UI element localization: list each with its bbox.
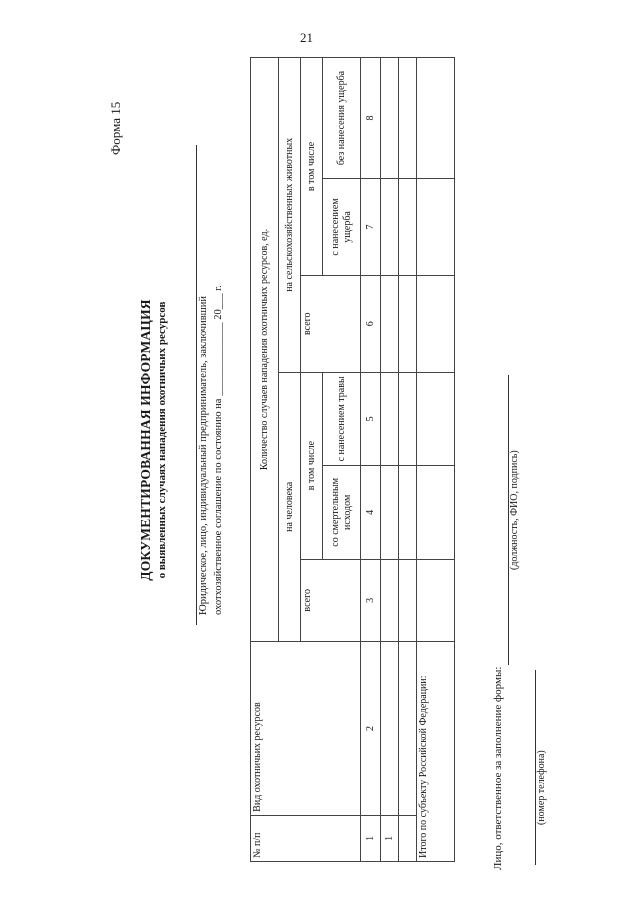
form-label: Форма 15 bbox=[108, 101, 123, 155]
header-species: Вид охотничьих ресурсов bbox=[251, 642, 361, 816]
responsible-person-label: Лицо, ответственное за заполнение формы: bbox=[492, 666, 504, 870]
col-number-6: 6 bbox=[361, 275, 381, 372]
table-cell bbox=[399, 642, 417, 816]
header-injury: с нанесением травы bbox=[323, 372, 361, 465]
entity-underline bbox=[196, 145, 197, 625]
table-row bbox=[381, 58, 399, 862]
table-cell bbox=[417, 58, 455, 179]
header-no: № п/п bbox=[251, 815, 361, 861]
table-row bbox=[417, 58, 455, 862]
signature-hint: (должность, ФИО, подпись) bbox=[509, 450, 520, 570]
header-human: на человека bbox=[279, 372, 301, 641]
col-number-8: 8 bbox=[361, 58, 381, 179]
document-title: ДОКУМЕНТИРОВАННАЯ ИНФОРМАЦИЯ bbox=[138, 299, 153, 581]
col-number-1: 1 bbox=[361, 815, 381, 861]
table-row bbox=[399, 58, 417, 862]
entity-line-1: Юридическое, лицо, индивидуальный предприниматель, заключивший bbox=[198, 296, 209, 615]
phone-hint: (номер телефона) bbox=[536, 750, 547, 825]
table-cell bbox=[381, 58, 399, 179]
header-fatal: со смертельным исходом bbox=[323, 466, 361, 559]
table-row bbox=[361, 58, 381, 862]
table-cell bbox=[399, 179, 417, 276]
table-cell bbox=[417, 372, 455, 465]
table-cell bbox=[399, 58, 417, 179]
entity-line-2: охотхозяйственное соглашение по состоянию на ______________ 20___ г. bbox=[213, 285, 224, 615]
table-cell bbox=[381, 559, 399, 641]
table-cell bbox=[417, 179, 455, 276]
header-no-damage: без нанесения ущерба bbox=[323, 58, 361, 179]
table-cell bbox=[417, 559, 455, 641]
header-human-including: в том числе bbox=[301, 372, 323, 559]
table-cell bbox=[381, 275, 399, 372]
col-number-3: 3 bbox=[361, 559, 381, 641]
table-cell bbox=[399, 559, 417, 641]
header-livestock-total: всего bbox=[301, 275, 361, 372]
table-cell bbox=[399, 372, 417, 465]
total-row-label: Итого по субъекту Российской Федерации: bbox=[417, 642, 455, 862]
page-number: 21 bbox=[300, 30, 313, 45]
col-number-5: 5 bbox=[361, 372, 381, 465]
table-cell bbox=[381, 179, 399, 276]
header-cases: Количество случаев нападения охотничьих ресурсов, ед. bbox=[251, 58, 279, 642]
header-damage: с нанесением ущерба bbox=[323, 179, 361, 276]
table-cell bbox=[381, 466, 399, 559]
table-cell bbox=[399, 275, 417, 372]
table-cell bbox=[417, 275, 455, 372]
col-number-4: 4 bbox=[361, 466, 381, 559]
header-human-total: всего bbox=[301, 559, 361, 641]
col-number-7: 7 bbox=[361, 179, 381, 276]
header-livestock: на сельскохозяйственных животных bbox=[279, 58, 301, 373]
col-number-2: 2 bbox=[361, 642, 381, 816]
header-livestock-including: в том числе bbox=[301, 58, 323, 276]
table-cell bbox=[399, 466, 417, 559]
table-cell bbox=[381, 642, 399, 816]
table-cell bbox=[417, 466, 455, 559]
cases-table bbox=[250, 57, 455, 862]
rotated-form-page bbox=[20, 10, 620, 870]
table-cell bbox=[381, 372, 399, 465]
document-subtitle: о выявленных случаях нападения охотничьих ресурсов bbox=[156, 301, 168, 579]
table-cell bbox=[399, 815, 417, 861]
row-1-number: 1 bbox=[381, 815, 399, 861]
